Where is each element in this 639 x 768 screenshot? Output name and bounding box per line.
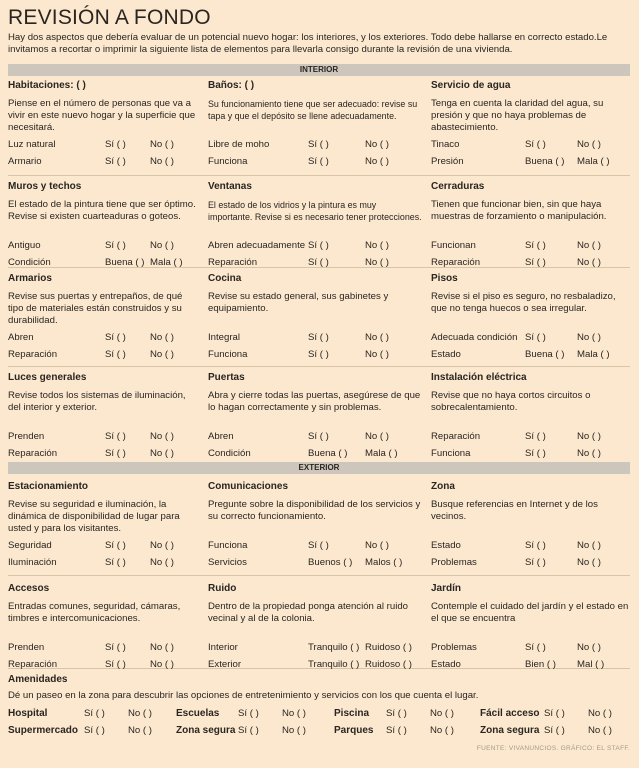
section-title: Jardín bbox=[431, 583, 462, 594]
checklist-section bbox=[431, 181, 631, 271]
item-label: Libre de moho bbox=[208, 139, 270, 150]
checklist-row bbox=[431, 445, 631, 462]
checkbox-option[interactable]: No ( ) bbox=[577, 431, 601, 442]
checkbox-yes[interactable]: Sí ( ) bbox=[544, 725, 565, 736]
item-label: Abren bbox=[208, 431, 234, 442]
checkbox-option[interactable]: No ( ) bbox=[150, 431, 174, 442]
amenity-item bbox=[176, 708, 306, 719]
section-title: Accesos bbox=[8, 583, 50, 594]
item-label: Problemas bbox=[431, 642, 477, 653]
amenity-name: Parques bbox=[334, 725, 374, 736]
item-label: Presión bbox=[431, 156, 464, 167]
checklist-section bbox=[431, 372, 631, 462]
section-title: Ventanas bbox=[208, 181, 252, 192]
section-description: Revise su seguridad e iluminación, la dinámica de disponibilidad de lugar para usted y para los visitantes. bbox=[8, 499, 180, 534]
amenity-item bbox=[480, 708, 612, 719]
amenity-item bbox=[480, 725, 612, 736]
checkbox-option[interactable]: No ( ) bbox=[150, 156, 174, 167]
section-title: Armarios bbox=[8, 273, 52, 284]
checkbox-option[interactable]: Sí ( ) bbox=[105, 240, 126, 251]
item-label: Funciona bbox=[208, 349, 248, 360]
item-label: Antiguo bbox=[8, 240, 41, 251]
checkbox-option[interactable]: No ( ) bbox=[365, 540, 389, 551]
checkbox-yes[interactable]: Sí ( ) bbox=[84, 725, 105, 736]
checkbox-option[interactable]: Sí ( ) bbox=[105, 349, 126, 360]
section-title: Puertas bbox=[208, 372, 245, 383]
checkbox-option[interactable]: No ( ) bbox=[577, 332, 601, 343]
checklist-row bbox=[8, 445, 198, 462]
checkbox-option[interactable]: No ( ) bbox=[365, 332, 389, 343]
amenidades-title: Amenidades bbox=[8, 674, 68, 685]
section-description: Entradas comunes, seguridad, cámaras, timbres e intercomunicaciones. bbox=[8, 601, 181, 624]
section-description: Revise si el piso es seguro, no resbaladizo, que no tenga huecos o sea irregular. bbox=[431, 291, 616, 314]
checkbox-option[interactable]: Sí ( ) bbox=[105, 659, 126, 670]
checkbox-option[interactable]: No ( ) bbox=[150, 642, 174, 653]
section-description: Revise todos los sistemas de iluminación, del interior y exterior. bbox=[8, 390, 186, 413]
section-description: Dentro de la propiedad ponga atención al ruido vecinal y al de la colonia. bbox=[208, 601, 409, 624]
checklist-section bbox=[208, 481, 423, 571]
checkbox-option[interactable]: Sí ( ) bbox=[105, 431, 126, 442]
section-description: Contemple el cuidado del jardín y el estado en el que se encuentra bbox=[431, 601, 629, 624]
checkbox-option[interactable]: Buena ( ) bbox=[105, 257, 145, 268]
checkbox-option[interactable]: Buenos ( ) bbox=[308, 557, 353, 568]
checkbox-option[interactable]: Bien ( ) bbox=[525, 659, 556, 670]
checkbox-option[interactable]: No ( ) bbox=[150, 349, 174, 360]
checklist-section bbox=[8, 481, 198, 571]
checkbox-option[interactable]: No ( ) bbox=[577, 240, 601, 251]
amenity-item bbox=[8, 708, 152, 719]
checkbox-option[interactable]: Sí ( ) bbox=[308, 431, 329, 442]
checklist-row bbox=[208, 656, 423, 673]
checkbox-option[interactable]: Sí ( ) bbox=[105, 332, 126, 343]
checklist-row bbox=[431, 254, 631, 271]
checklist-section bbox=[208, 372, 423, 462]
checklist-row bbox=[431, 346, 631, 363]
checklist-row bbox=[208, 537, 423, 554]
item-label: Estado bbox=[431, 540, 461, 551]
checkbox-option[interactable]: No ( ) bbox=[577, 557, 601, 568]
section-title: Habitaciones: ( ) bbox=[8, 80, 86, 91]
checkbox-option[interactable]: Sí ( ) bbox=[525, 448, 546, 459]
checklist-row bbox=[431, 656, 631, 673]
checklist-section bbox=[208, 273, 423, 363]
checkbox-yes[interactable]: Sí ( ) bbox=[386, 725, 407, 736]
checklist-row bbox=[208, 346, 423, 363]
item-label: Funciona bbox=[208, 156, 248, 167]
checklist-row bbox=[431, 136, 631, 153]
checklist-section bbox=[208, 80, 423, 170]
checkbox-option[interactable]: Ruidoso ( ) bbox=[365, 642, 412, 653]
checklist-row bbox=[8, 153, 198, 170]
checklist-section bbox=[8, 80, 198, 170]
amenity-item bbox=[334, 708, 454, 719]
item-label: Reparación bbox=[8, 349, 58, 360]
checkbox-option[interactable]: Buena ( ) bbox=[525, 349, 565, 360]
checkbox-option[interactable]: Sí ( ) bbox=[525, 540, 546, 551]
exterior-band: EXTERIOR bbox=[8, 462, 630, 474]
checkbox-option[interactable]: Sí ( ) bbox=[105, 540, 126, 551]
section-description: El estado de la pintura tiene que ser óptimo. Revise si existen cuarteaduras o goteos. bbox=[8, 199, 196, 222]
checkbox-option[interactable]: No ( ) bbox=[150, 659, 174, 670]
amenity-name: Zona segura bbox=[176, 725, 236, 736]
checkbox-no[interactable]: No ( ) bbox=[588, 725, 612, 736]
checkbox-option[interactable]: No ( ) bbox=[150, 139, 174, 150]
section-title: Instalación eléctrica bbox=[431, 372, 527, 383]
checklist-row bbox=[8, 639, 198, 656]
checklist-section bbox=[208, 181, 423, 271]
item-label: Problemas bbox=[431, 557, 477, 568]
section-description: Tenga en cuenta la claridad del agua, su presión y que no haya problemas de abastecimiento. bbox=[431, 98, 604, 133]
amenity-item bbox=[334, 725, 454, 736]
item-label: Reparación bbox=[431, 257, 481, 268]
checklist-row bbox=[8, 329, 198, 346]
item-label: Interior bbox=[208, 642, 238, 653]
checkbox-option[interactable]: No ( ) bbox=[577, 540, 601, 551]
checkbox-option[interactable]: Mal ( ) bbox=[577, 659, 605, 670]
checkbox-option[interactable]: Sí ( ) bbox=[105, 139, 126, 150]
amenity-name: Piscina bbox=[334, 708, 370, 719]
amenity-name: Fácil acceso bbox=[480, 708, 540, 719]
page-title: REVISIÓN A FONDO bbox=[8, 6, 211, 29]
section-description: Pregunte sobre la disponibilidad de los servicios y su correcto funcionamiento. bbox=[208, 499, 421, 522]
checkbox-option[interactable]: No ( ) bbox=[577, 448, 601, 459]
section-title: Luces generales bbox=[8, 372, 87, 383]
checkbox-option[interactable]: No ( ) bbox=[365, 139, 389, 150]
checkbox-option[interactable]: Sí ( ) bbox=[308, 257, 329, 268]
section-title: Cocina bbox=[208, 273, 242, 284]
section-title: Zona bbox=[431, 481, 455, 492]
checkbox-yes[interactable]: Sí ( ) bbox=[84, 708, 105, 719]
checklist-section bbox=[8, 273, 198, 363]
checkbox-option[interactable]: Mala ( ) bbox=[365, 448, 398, 459]
checkbox-option[interactable]: Tranquilo ( ) bbox=[308, 642, 360, 653]
checklist-row bbox=[8, 237, 198, 254]
item-label: Integral bbox=[208, 332, 240, 343]
checklist-row bbox=[431, 554, 631, 571]
item-label: Abren bbox=[8, 332, 34, 343]
checklist-row bbox=[208, 445, 423, 462]
checklist-row bbox=[431, 639, 631, 656]
checklist-row bbox=[208, 329, 423, 346]
checkbox-no[interactable]: No ( ) bbox=[282, 708, 306, 719]
item-label: Reparación bbox=[8, 659, 58, 670]
checkbox-no[interactable]: No ( ) bbox=[128, 725, 152, 736]
checkbox-option[interactable]: No ( ) bbox=[150, 332, 174, 343]
checkbox-yes[interactable]: Sí ( ) bbox=[544, 708, 565, 719]
checkbox-option[interactable]: Ruidoso ( ) bbox=[365, 659, 412, 670]
checkbox-option[interactable]: Buena ( ) bbox=[308, 448, 348, 459]
amenity-name: Hospital bbox=[8, 708, 48, 719]
checklist-row bbox=[431, 537, 631, 554]
checkbox-option[interactable]: Sí ( ) bbox=[308, 540, 329, 551]
amenity-name: Supermercado bbox=[8, 725, 79, 736]
checkbox-no[interactable]: No ( ) bbox=[128, 708, 152, 719]
checkbox-option[interactable]: No ( ) bbox=[365, 349, 389, 360]
item-label: Prenden bbox=[8, 431, 45, 442]
checkbox-option[interactable]: Sí ( ) bbox=[105, 642, 126, 653]
checkbox-option[interactable]: Sí ( ) bbox=[308, 156, 329, 167]
section-description: Revise su estado general, sus gabinetes y equipamiento. bbox=[208, 291, 389, 314]
amenity-item bbox=[176, 725, 306, 736]
section-title: Baños: ( ) bbox=[208, 80, 255, 91]
checkbox-option[interactable]: Sí ( ) bbox=[308, 139, 329, 150]
item-label: Prenden bbox=[8, 642, 45, 653]
section-description: Revise sus puertas y entrepaños, de qué tipo de materiales están construidos y su durabilidad. bbox=[8, 291, 183, 326]
checkbox-option[interactable]: Buena ( ) bbox=[525, 156, 565, 167]
checkbox-option[interactable]: Sí ( ) bbox=[308, 332, 329, 343]
checkbox-option[interactable]: Sí ( ) bbox=[525, 557, 546, 568]
section-description: Su funcionamiento tiene que ser adecuado: revise su tapa y que el depósito se llene adecuadamente. bbox=[208, 99, 418, 121]
checklist-section bbox=[8, 181, 198, 271]
checklist-row bbox=[431, 237, 631, 254]
checkbox-option[interactable]: Sí ( ) bbox=[308, 349, 329, 360]
checkbox-option[interactable]: No ( ) bbox=[577, 642, 601, 653]
amenity-name: Zona segura bbox=[480, 725, 540, 736]
amenidades-description: Dé un paseo en la zona para descubrir las opciones de entretenimiento y servicios con los que cuenta el lugar. bbox=[8, 690, 479, 701]
intro-text: Hay dos aspectos que debería evaluar de un potencial nuevo hogar: los interiores, y los exteriores. Todo debe hallarse en correcto estado.Le invitamos a recortar o imprimir la siguiente lista de elementos para llevarla consigo durante la revisión de una vivienda. bbox=[8, 32, 608, 55]
item-label: Funciona bbox=[208, 540, 248, 551]
checklist-row bbox=[431, 428, 631, 445]
item-label: Estado bbox=[431, 659, 461, 670]
checklist-row bbox=[208, 554, 423, 571]
divider bbox=[8, 575, 630, 576]
item-label: Funcionan bbox=[431, 240, 476, 251]
divider bbox=[8, 366, 630, 367]
checklist-section bbox=[431, 80, 631, 170]
section-description: Revise que no haya cortos circuitos o sobrecalentamiento. bbox=[431, 390, 591, 413]
section-title: Ruido bbox=[208, 583, 237, 594]
section-description: Abra y cierre todas las puertas, asegúrese de que lo hagan correctamente y sin problemas. bbox=[208, 390, 421, 413]
checklist-row bbox=[208, 153, 423, 170]
checkbox-option[interactable]: No ( ) bbox=[150, 557, 174, 568]
item-label: Seguridad bbox=[8, 540, 52, 551]
item-label: Iluminación bbox=[8, 557, 57, 568]
item-label: Exterior bbox=[208, 659, 242, 670]
section-description: Piense en el número de personas que va a vivir en este nuevo hogar y la superficie que necesitará. bbox=[8, 98, 196, 133]
checkbox-option[interactable]: No ( ) bbox=[365, 156, 389, 167]
checkbox-option[interactable]: No ( ) bbox=[150, 540, 174, 551]
checkbox-option[interactable]: Sí ( ) bbox=[525, 332, 546, 343]
checkbox-yes[interactable]: Sí ( ) bbox=[238, 708, 259, 719]
checkbox-option[interactable]: Sí ( ) bbox=[525, 257, 546, 268]
checkbox-option[interactable]: No ( ) bbox=[150, 240, 174, 251]
checklist-row bbox=[8, 554, 198, 571]
interior-band: INTERIOR bbox=[8, 64, 630, 76]
section-title: Muros y techos bbox=[8, 181, 82, 192]
checklist-section bbox=[431, 273, 631, 363]
checklist-section bbox=[431, 583, 631, 673]
item-label: Reparación bbox=[208, 257, 258, 268]
source-credit: FUENTE: VIVANUNCIOS. GRÁFICO: EL STAFF. bbox=[476, 745, 630, 752]
section-description: El estado de los vidrios y la pintura es muy importante. Revise si es necesario tener protecciones. bbox=[208, 200, 422, 222]
checklist-row bbox=[208, 136, 423, 153]
item-label: Luz natural bbox=[8, 139, 56, 150]
checkbox-option[interactable]: Sí ( ) bbox=[525, 139, 546, 150]
checklist-section bbox=[431, 481, 631, 571]
checkbox-option[interactable]: Sí ( ) bbox=[525, 240, 546, 251]
checkbox-option[interactable]: No ( ) bbox=[365, 431, 389, 442]
section-title: Servicio de agua bbox=[431, 80, 511, 91]
checkbox-option[interactable]: No ( ) bbox=[365, 257, 389, 268]
section-description: Tienen que funcionar bien, sin que haya muestras de forzamiento o manipulación. bbox=[431, 199, 607, 222]
checkbox-option[interactable]: Mala ( ) bbox=[577, 349, 610, 360]
section-title: Estacionamiento bbox=[8, 481, 89, 492]
item-label: Reparación bbox=[431, 431, 481, 442]
checklist-row bbox=[8, 428, 198, 445]
checklist-row bbox=[431, 153, 631, 170]
checkbox-option[interactable]: Sí ( ) bbox=[105, 156, 126, 167]
checklist-row bbox=[208, 254, 423, 271]
checkbox-option[interactable]: Malos ( ) bbox=[365, 557, 403, 568]
checklist-section bbox=[208, 583, 423, 673]
item-label: Reparación bbox=[8, 448, 58, 459]
checklist-row bbox=[8, 346, 198, 363]
checklist-row bbox=[8, 136, 198, 153]
checkbox-no[interactable]: No ( ) bbox=[430, 725, 454, 736]
item-label: Servicios bbox=[208, 557, 247, 568]
checklist-row bbox=[8, 537, 198, 554]
checkbox-yes[interactable]: Sí ( ) bbox=[238, 725, 259, 736]
checklist-row bbox=[208, 237, 423, 254]
checkbox-no[interactable]: No ( ) bbox=[588, 708, 612, 719]
item-label: Condición bbox=[8, 257, 51, 268]
divider bbox=[8, 175, 630, 176]
section-title: Cerraduras bbox=[431, 181, 485, 192]
checkbox-option[interactable]: No ( ) bbox=[577, 257, 601, 268]
checkbox-no[interactable]: No ( ) bbox=[282, 725, 306, 736]
checkbox-no[interactable]: No ( ) bbox=[430, 708, 454, 719]
checklist-section bbox=[8, 372, 198, 462]
checkbox-option[interactable]: Sí ( ) bbox=[308, 240, 329, 251]
checkbox-option[interactable]: No ( ) bbox=[577, 139, 601, 150]
checkbox-option[interactable]: Mala ( ) bbox=[577, 156, 610, 167]
checkbox-option[interactable]: Tranquilo ( ) bbox=[308, 659, 360, 670]
item-label: Funciona bbox=[431, 448, 471, 459]
checkbox-option[interactable]: Sí ( ) bbox=[525, 642, 546, 653]
item-label: Armario bbox=[8, 156, 42, 167]
checkbox-option[interactable]: No ( ) bbox=[365, 240, 389, 251]
section-description: Busque referencias en Internet y de los vecinos. bbox=[431, 499, 598, 522]
checklist-row bbox=[431, 329, 631, 346]
checklist-row bbox=[8, 656, 198, 673]
checkbox-option[interactable]: Sí ( ) bbox=[105, 557, 126, 568]
item-label: Estado bbox=[431, 349, 461, 360]
checkbox-option[interactable]: Mala ( ) bbox=[150, 257, 183, 268]
item-label: Abren adecuadamente bbox=[208, 240, 306, 251]
item-label: Condición bbox=[208, 448, 251, 459]
checkbox-option[interactable]: Sí ( ) bbox=[525, 431, 546, 442]
section-title: Comunicaciones bbox=[208, 481, 289, 492]
checklist-section bbox=[8, 583, 198, 673]
checkbox-option[interactable]: No ( ) bbox=[150, 448, 174, 459]
item-label: Adecuada condición bbox=[431, 332, 518, 343]
section-title: Pisos bbox=[431, 273, 458, 284]
amenity-item bbox=[8, 725, 152, 736]
checklist-row bbox=[8, 254, 198, 271]
item-label: Tinaco bbox=[431, 139, 460, 150]
amenity-name: Escuelas bbox=[176, 708, 220, 719]
checklist-row bbox=[208, 639, 423, 656]
checklist-row bbox=[208, 428, 423, 445]
checkbox-option[interactable]: Sí ( ) bbox=[105, 448, 126, 459]
checkbox-yes[interactable]: Sí ( ) bbox=[386, 708, 407, 719]
